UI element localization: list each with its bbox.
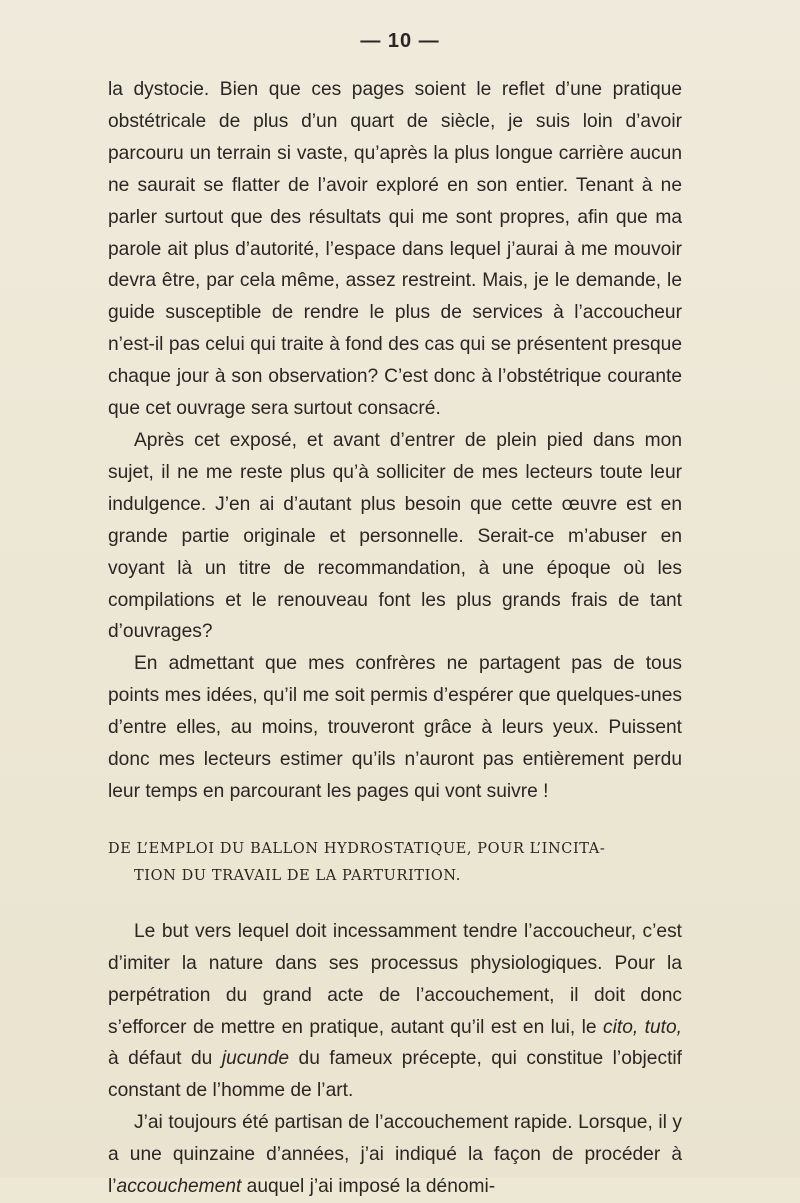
paragraph-5-italic-1: accouchement — [116, 1176, 242, 1198]
paragraph-4-italic-1: cito, tuto, — [603, 1016, 682, 1038]
page-number: — 10 — — [360, 30, 440, 52]
section-heading-line-1: DE L’EMPLOI DU BALLON HYDROSTATIQUE, POUR L’INCITA- — [108, 840, 606, 857]
paragraph-4-text-2: à défaut du — [108, 1048, 222, 1070]
paragraph-3: En admettant que mes confrères ne partagent pas de tous points mes idées, qu’il me soit permis d’espérer que quelques-unes d’entre elles, au moins, trouveront grâce à leurs yeux. Puissent donc mes lecteurs estimer qu’ils n’auront pas entièrement perdu leur temps en parcourant les pages qui vont suivre ! — [108, 653, 682, 802]
paragraph-4-italic-2: jucunde — [221, 1048, 290, 1070]
paragraph-2: Après cet exposé, et avant d’entrer de plein pied dans mon sujet, il ne me reste plus qu’à solliciter de mes lecteurs toute leur indulgence. J’en ai d’autant plus besoin que cette œuvre est en grande partie originale et personnelle. Serait-ce m’abuser en voyant là un titre de recommandation, à une époque où les compilations et le renouveau font les plus grands frais de tant d’ouvrages? — [108, 429, 682, 643]
body-text — [108, 74, 682, 1203]
paragraph-5 — [108, 1107, 682, 1203]
paragraph-5-text-2: auquel j’ai imposé la dénomi- — [241, 1176, 496, 1198]
section-heading-line-2: TION DU TRAVAIL DE LA PARTURITION. — [134, 867, 461, 884]
paragraph-5-text-1: J’ai toujours été partisan de l’accouchement rapide. Lorsque, il y a une quinzaine d’années, j’ai indiqué la façon de procéder à l’ — [108, 1112, 682, 1198]
paragraph-4-text-3: du fameux précepte, qui constitue l’objectif constant de l’homme de l’art. — [108, 1048, 682, 1102]
paragraph-4 — [108, 916, 682, 1107]
paragraph-1: la dystocie. Bien que ces pages soient le reflet d’une pratique obstétricale de plus d’un quart de siècle, je suis loin d’avoir parcouru un terrain si vaste, qu’après la plus longue carrière aucun ne saurait se flatter de l’avoir exploré en son entier. Tenant à ne parler surtout que des résultats qui me sont propres, afin que ma parole ait plus d’autorité, l’espace dans lequel j’aurai à me mouvoir devra être, par cela même, assez restreint. Mais, je le demande, le guide susceptible de rendre le plus de services à l’accoucheur n’est-il pas celui qui traite à fond des cas qui se présentent presque chaque jour à son observation? C’est donc à l’obstétrique courante que cet ouvrage sera surtout consacré. — [108, 79, 682, 420]
paragraph-4-text-1: Le but vers lequel doit incessamment tendre l’accoucheur, c’est d’imiter la nature dans ses processus physiologiques. Pour la perpétration du grand acte de l’accouchement, il doit donc s’efforcer de mettre en pratique, autant qu’il est en lui, le — [108, 920, 682, 1038]
section-heading — [108, 836, 682, 890]
